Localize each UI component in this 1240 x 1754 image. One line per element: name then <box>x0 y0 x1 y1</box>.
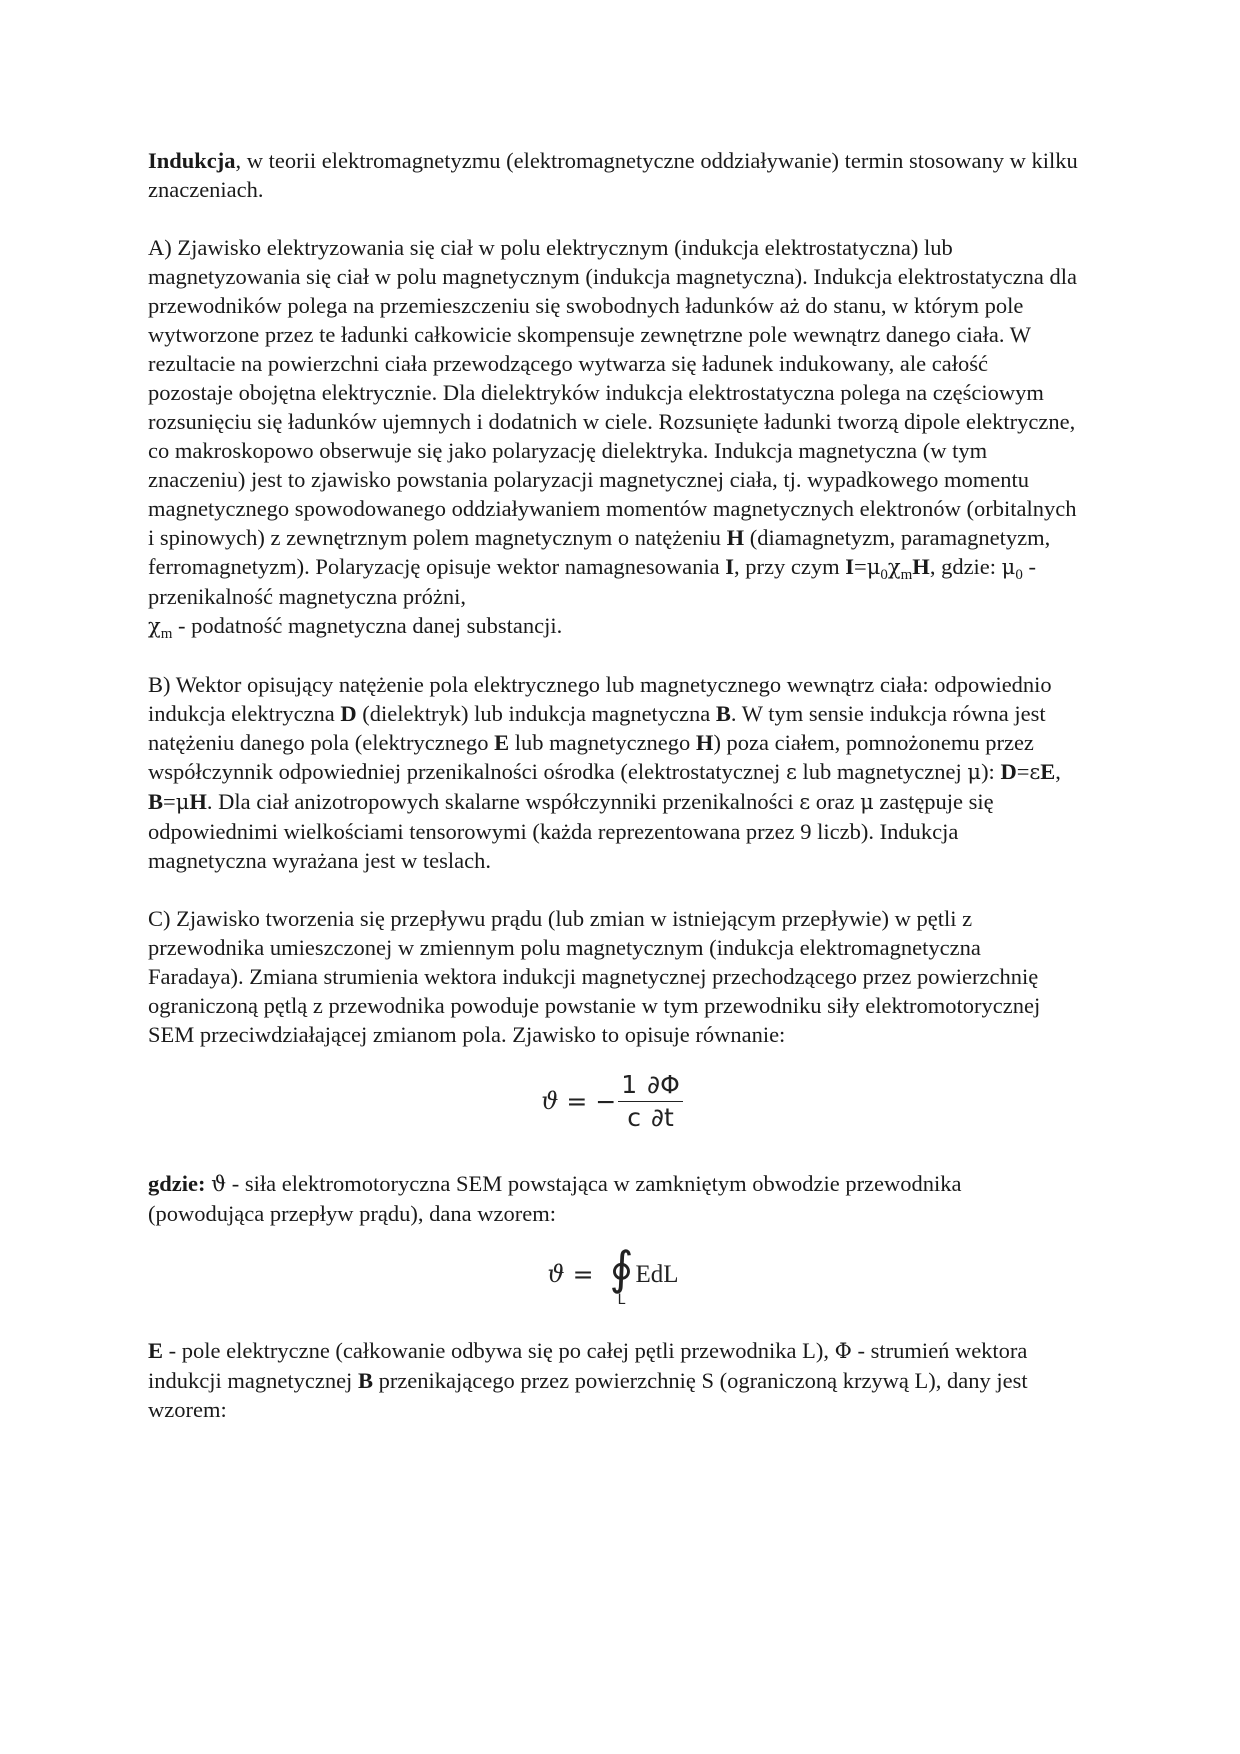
symbol-epsilon: ε <box>799 790 811 814</box>
symbol-h: H <box>912 554 930 579</box>
symbol-b: B <box>715 701 731 726</box>
subscript: m <box>160 626 173 642</box>
symbol-phi: Φ <box>834 1339 852 1363</box>
den-dt: ∂t <box>651 1102 674 1132</box>
text: , <box>1055 759 1061 784</box>
paragraph-a <box>148 233 1078 641</box>
integral-limit: L <box>617 1292 626 1308</box>
fraction-denominator <box>624 1102 676 1134</box>
term-heading: Indukcja <box>148 148 236 173</box>
text: - siła elektromotoryczna SEM powstająca w zamkniętym obwodzie przewodnika (powodująca przepływ prądu), dana wzorem: <box>148 1171 962 1226</box>
eq-lhs-theta: ϑ <box>541 1086 559 1115</box>
text: ): <box>981 759 1001 784</box>
eq-lhs-theta: ϑ <box>547 1259 565 1288</box>
symbol-mu: μ <box>967 760 982 784</box>
text: - pole elektryczne (całkowanie odbywa się po całej pętli przewodnika L), <box>163 1338 835 1363</box>
text: zastępuje się odpowiednimi wielkościami tensorowymi (każda reprezentowana przez 9 liczb). Indukcja magnetyczna wyrażana jest w teslach. <box>148 789 994 873</box>
symbol-h: H <box>726 525 745 550</box>
text: . W tym sensie indukcja równa jest natężeniu danego pola (elektrycznego <box>148 701 1046 755</box>
fraction-numerator <box>618 1069 683 1101</box>
text: C) Zjawisko tworzenia się przepływu prądu (lub zmian w istniejącym przepływie) w pętli z przewodnika umieszczonej w zmiennym polu magnetycznym (indukcja elektromagnetyczna Faradaya). Zmiana strumienia wektora indukcji magnetycznej przechodzącego przez powierzchnię ograniczoną pętlą z przewodnika powoduje powstanie w tym przewodniku siły elektromotorycznej SEM przeciwdziałającej zmianom pola. Zjawisko to opisuje równanie: <box>148 906 1041 1047</box>
symbol-i: I <box>725 554 735 579</box>
symbol-d: D <box>1000 759 1017 784</box>
symbol-i: I <box>845 554 855 579</box>
eq-equals: = <box>572 1259 594 1289</box>
eq-fraction <box>618 1069 683 1134</box>
text: lub magnetycznej <box>796 759 968 784</box>
symbol-epsilon: ε <box>785 760 797 784</box>
paragraph-c <box>148 904 1078 1049</box>
paragraph-gdzie <box>148 1169 1078 1228</box>
text: (diamagnetyzm, paramagnetyzm, ferromagnetyzm). Polaryzację opisuje wektor namagnesowania <box>148 525 1051 579</box>
text: , gdzie: <box>929 554 1002 579</box>
symbol-d: D <box>340 701 357 726</box>
text: gdzie: <box>148 1171 212 1196</box>
num-1: 1 <box>621 1069 638 1099</box>
symbol-epsilon: ε <box>1029 760 1041 784</box>
text: B) Wektor opisujący natężenie pola elektrycznego lub magnetycznego wewnątrz ciała: odpowiednio indukcja elektryczna <box>148 672 1052 726</box>
symbol-e: E <box>1040 759 1056 784</box>
text: - podatność magnetyczna danej substancji. <box>172 613 563 638</box>
text: = <box>1016 759 1030 784</box>
text: (dielektryk) lub indukcja magnetyczna <box>356 701 716 726</box>
equation-faraday <box>148 1055 1078 1147</box>
text: przenikającego przez powierzchnię S (ograniczoną krzywą L), dany jest wzorem: <box>148 1368 1028 1422</box>
symbol-mu: μ <box>175 790 190 814</box>
eq-minus: − <box>595 1086 617 1116</box>
eq-equals: = <box>566 1086 588 1116</box>
text: lub magnetycznego <box>509 730 696 755</box>
subscript: 0 <box>1015 567 1023 583</box>
document-body <box>148 146 1078 1453</box>
text: oraz <box>810 789 861 814</box>
text: , w teorii elektromagnetyzmu (elektromagnetyczne oddziaływanie) termin stosowany w kilku znaczeniach. <box>148 148 1078 202</box>
symbol-e: E <box>494 730 510 755</box>
text: . Dla ciał anizotropowych skalarne współczynniki przenikalności <box>206 789 800 814</box>
symbol-e: E <box>148 1338 164 1363</box>
intro-paragraph <box>148 146 1078 204</box>
text: = <box>854 554 867 579</box>
symbol-theta: ϑ <box>211 1172 227 1196</box>
text: , przy czym <box>734 554 846 579</box>
paragraph-b <box>148 670 1078 875</box>
symbol-mu: μ <box>1001 555 1016 579</box>
text: - strumień wektora indukcji magnetycznej <box>148 1338 1028 1393</box>
symbol-chi: χ <box>148 614 161 638</box>
symbol-mu: μ <box>860 790 874 814</box>
symbol-mu: μ <box>866 555 881 579</box>
text: A) Zjawisko elektryzowania się ciał w polu elektrycznym (indukcja elektrostatyczna) lub magnetyzowania się ciał w polu magnetycznym (indukcja magnetyczna). Indukcja elektrostatyczna dla przewodników polega na przemieszczeniu się swobodnych ładunków aż do stanu, w którym pole wytworzone przez te ładunki całkowicie skompensuje zewnętrzne pole wewnątrz danego ciała. W rezultacie na powierzchni ciała przewodzącego wytwarza się ładunek indukowany, ale całość pozostaje obojętna elektrycznie. Dla dielektryków indukcja elektrostatyczna polega na częściowym rozsunięciu się ładunków ujemnych i dodatnich w ciele. Rozsunięte ładunki tworzą dipole elektryczne, co makroskopowo obserwuje się jako polaryzację dielektryka. Indukcja magnetyczna (w tym znaczeniu) jest to zjawisko powstania polaryzacji magnetycznej ciała, tj. wypadkowego momentu magnetycznego spowodowanego oddziaływaniem momentów magnetycznych elektronów (orbitalnych i spinowych) z zewnętrznym polem magnetycznym o natężeniu <box>148 235 1078 550</box>
num-dphi: ∂Φ <box>647 1069 680 1099</box>
symbol-b: B <box>148 789 164 814</box>
integral-sign: ∮ <box>609 1241 634 1295</box>
text: ) poza ciałem, pomnożonemu przez współczynnik odpowiedniej przenikalności ośrodka (elektrostatycznej <box>148 730 1034 784</box>
integrand: EdL <box>635 1260 679 1288</box>
den-c: c <box>627 1102 642 1132</box>
paragraph-e <box>148 1336 1078 1424</box>
contour-integral <box>609 1241 634 1308</box>
text: = <box>163 789 176 814</box>
equation-emf-integral <box>148 1234 1078 1314</box>
symbol-h: H <box>189 789 207 814</box>
subscript: m <box>900 567 913 583</box>
text: - przenikalność magnetyczna próżni, <box>148 554 1036 609</box>
symbol-b: B <box>357 1368 373 1393</box>
subscript: 0 <box>880 567 888 583</box>
symbol-h: H <box>695 730 714 755</box>
symbol-chi: χ <box>887 555 901 579</box>
